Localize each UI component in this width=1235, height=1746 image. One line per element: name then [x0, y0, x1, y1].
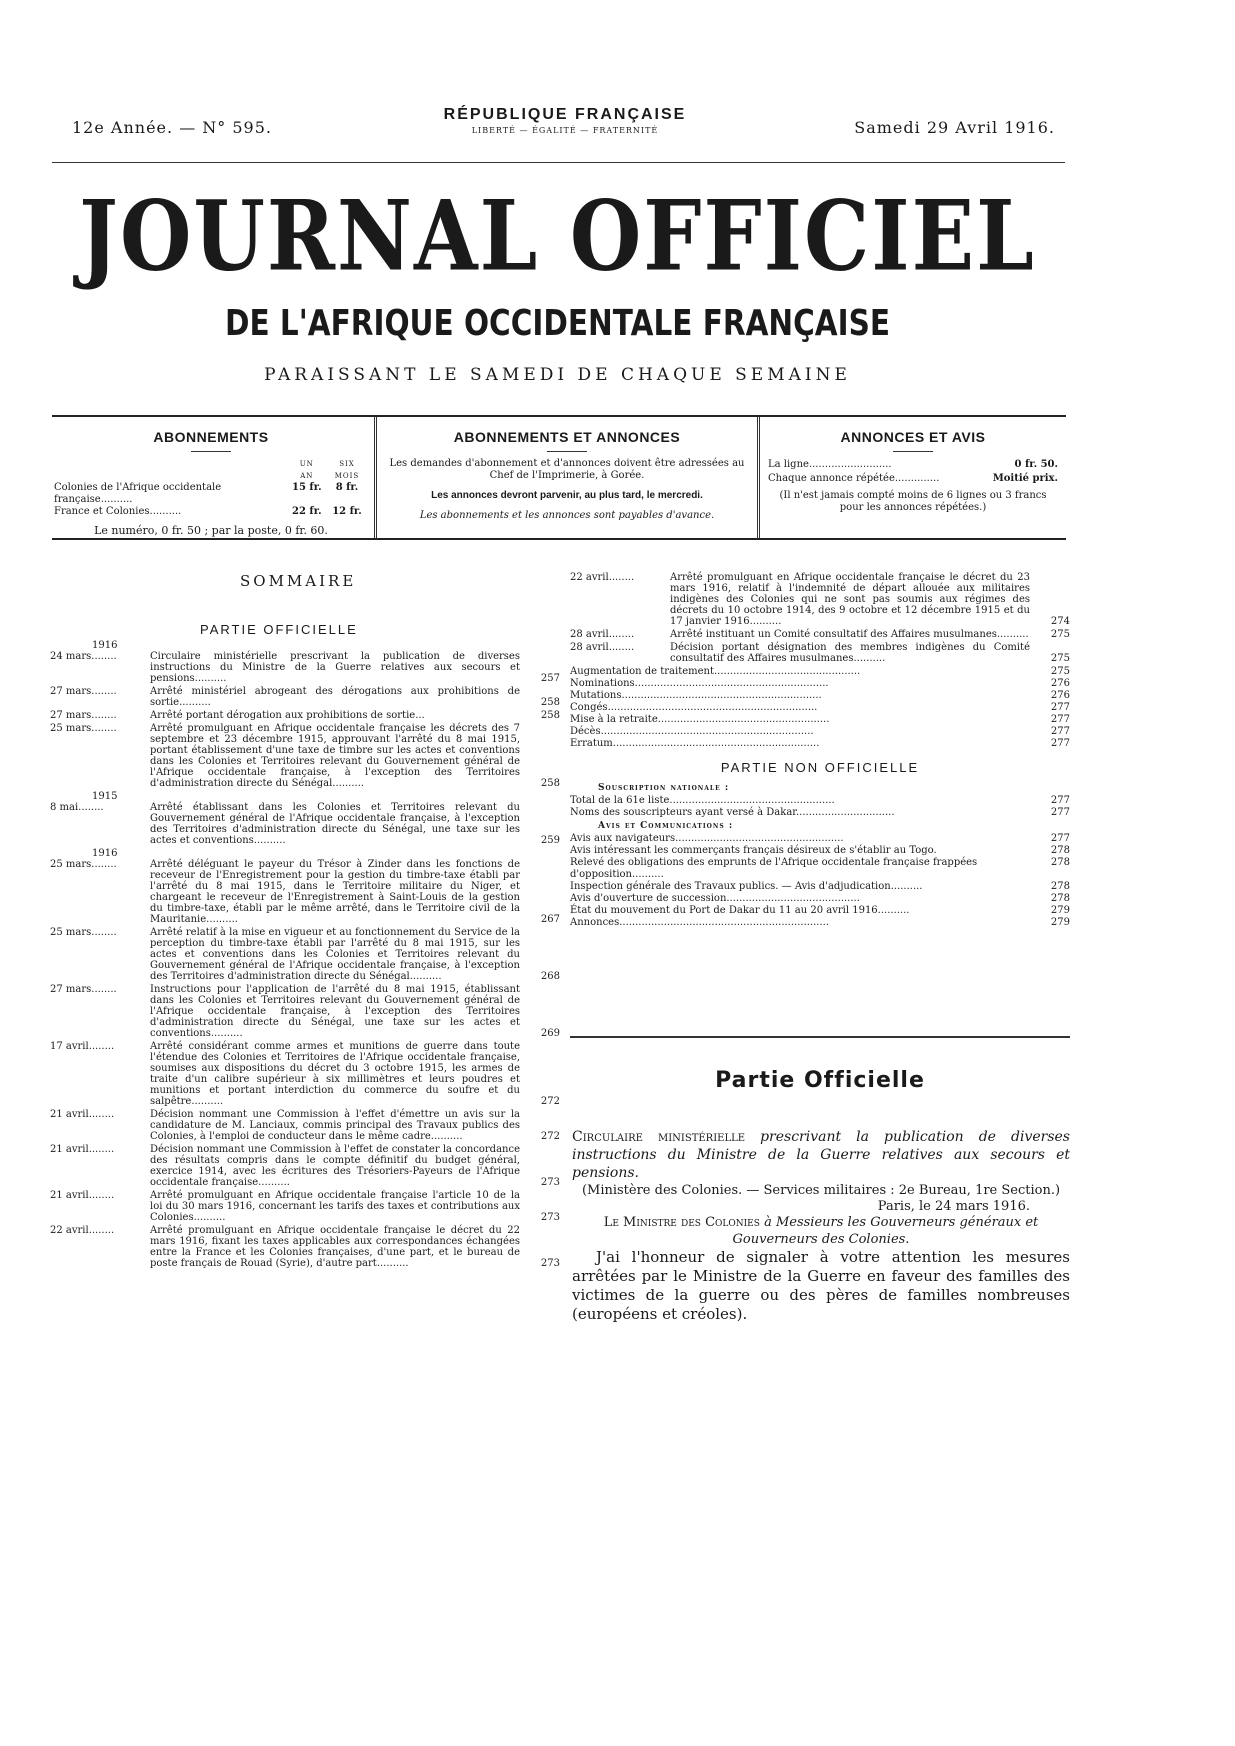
- toc-entry: [570, 857, 1070, 881]
- toc-page: 259: [540, 835, 560, 846]
- toc-text: Arrêté déléguant le payeur du Trésor à Zinder dans les fonctions de receveur de l'Enregistrement pour la gestion du timbre-taxe établi par l'arrêté du 8 mai 1915, dans le Territoire militaire du Niger, et chargeant le receveur de l'Enregistrement à Saint-Louis de la gestion du timbre-taxe, établi par le même arrêté, dans le Territoire civil de la Mauritanie..........: [150, 859, 520, 925]
- toc-date: 25 mars........: [50, 723, 117, 734]
- toc-text: Arrêté établissant dans les Colonies et Territoires relevant du Gouvernement général de l'Afrique occidentale française, à l'exception des Territoires d'administration directe du Sénégal, une taxe sur les actes et conventions..........: [150, 802, 520, 846]
- subscription-box: [52, 415, 1066, 540]
- toc-entry: [50, 1190, 560, 1223]
- toc-page: 279: [1050, 905, 1070, 916]
- toc-page: 273: [540, 1258, 560, 1269]
- toc-page: 258: [540, 778, 560, 789]
- toc-entry: [570, 795, 1070, 807]
- toc-entry: [50, 651, 560, 684]
- toc-entry: [50, 859, 560, 925]
- masthead: JOURNAL OFFICIEL: [79, 179, 1036, 294]
- toc-entry: [50, 927, 560, 982]
- toc-text: Relevé des obligations des emprunts de l'Afrique occidentale française frappées d'opposition..........: [570, 857, 978, 880]
- toc-left-column: [50, 640, 560, 1271]
- issue-number: 12e Année. — N° 595.: [72, 118, 272, 137]
- address-note: Les demandes d'abonnement et d'annonces doivent être adressées au Chef de l'Imprimerie, à Gorée.: [389, 458, 745, 481]
- price-label: Chaque annonce répétée..............: [768, 473, 940, 484]
- toc-entry: [570, 905, 1070, 917]
- toc-date: 24 mars........: [50, 651, 117, 662]
- partie-officielle-heading: PARTIE OFFICIELLE: [200, 622, 358, 637]
- toc-entry: [50, 1144, 560, 1188]
- toc-entry: [570, 714, 1070, 726]
- toc-right-entries: [570, 572, 1070, 664]
- toc-entry: [50, 1109, 560, 1142]
- souscription-heading: Souscription nationale :: [598, 783, 730, 793]
- toc-text: Arrêté portant dérogation aux prohibitions de sortie...: [150, 710, 425, 721]
- toc-page: 278: [1050, 893, 1070, 904]
- payment-note: Les abonnements et les annonces sont payables d'avance.: [419, 510, 715, 521]
- souscription-list: [570, 795, 1070, 819]
- avis-list: [570, 833, 1070, 929]
- table-row: [52, 506, 370, 518]
- price-mois: 8 fr.: [335, 482, 359, 493]
- dateline: Paris, le 24 mars 1916.: [877, 1199, 1030, 1214]
- toc-page: 267: [540, 914, 560, 925]
- row-label: France et Colonies..........: [54, 506, 182, 517]
- circular-title: [572, 1128, 1070, 1182]
- toc-text: Noms des souscripteurs ayant versé à Dakar...............................: [570, 807, 895, 818]
- masthead-subtitle: DE L'AFRIQUE OCCIDENTALE FRANÇAISE: [224, 303, 891, 344]
- toc-text: Congés..................................................................: [570, 702, 818, 713]
- toc-text: Avis d'ouverture de succession..........................................: [570, 893, 860, 904]
- toc-date: 28 avril........: [570, 642, 635, 653]
- toc-text: Arrêté promulguant en Afrique occidentale française les décrets des 7 septembre et 23 décembre 1915, approuvant l'arrêté du 8 mai 1915, portant établissement d'une taxe de timbre sur les actes et conventions dans les Colonies et Territoires relevant du Gouvernement général de l'Afrique occidentale française, à l'exception des Territoires d'administration directe du Sénégal..........: [150, 723, 520, 789]
- toc-entry: [50, 802, 560, 846]
- price-value: 0 fr. 50.: [1014, 459, 1058, 470]
- abonnements-column: [52, 417, 370, 538]
- toc-text: Arrêté considérant comme armes et munitions de guerre dans toute l'étendue des Colonies et Territoires de l'Afrique occidentale française, soumises aux dispositions du décret du 3 octobre 1915, les armes de traite d'un calibre supérieur à six millimètres et leurs poudres et munitions et portant interdiction du commerce du soufre et du salpêtre..........: [150, 1041, 520, 1107]
- devise: LIBERTÉ — ÉGALITÉ — FRATERNITÉ: [471, 126, 659, 135]
- toc-text: Décision nommant une Commission à l'effet d'émettre un avis sur la candidature de M. Lanciaux, commis principal des Travaux publics des Colonies, à l'emploi de conducteur dans le même cadre..........: [150, 1109, 520, 1142]
- toc-page: 272: [540, 1096, 560, 1107]
- partie-officielle-title: Partie Officielle: [715, 1068, 925, 1093]
- toc-text: Décès...................................................................: [570, 726, 814, 737]
- header-rule: [52, 162, 1065, 163]
- toc-entry: [570, 893, 1070, 905]
- toc-page: 277: [1050, 714, 1070, 725]
- toc-text: Mise à la retraite......................................................: [570, 714, 830, 725]
- toc-entry: [570, 702, 1070, 714]
- toc-entry: [50, 984, 560, 1039]
- circular-body: J'ai l'honneur de signaler à votre attention les mesures arrêtées par le Ministre de la Guerre en faveur des familles des victimes de la guerre ou des pères de familles nombreuses (européens et créoles).: [572, 1248, 1070, 1323]
- toc-entry: [570, 572, 1070, 627]
- toc-page: 272: [540, 1131, 560, 1142]
- toc-entry: [50, 1041, 560, 1107]
- price-an: 22 fr.: [292, 506, 322, 517]
- price-an: 15 fr.: [292, 482, 322, 493]
- price-row: [760, 458, 1066, 472]
- annonces-avis-column: [760, 417, 1066, 538]
- toc-text: Arrêté promulguant en Afrique occidentale française le décret du 22 mars 1916, fixant les taxes applicables aux correspondances échangées entre la France et les Colonies françaises, d'une part, et le bureau de poste français de Rouad (Syrie), d'autre part..........: [150, 1225, 520, 1269]
- toc-text: Avis intéressant les commerçants français désireux de s'établir au Togo.: [570, 845, 937, 856]
- toc-date: 25 mars........: [50, 927, 117, 938]
- toc-date: 21 avril........: [50, 1109, 115, 1120]
- price-row: [760, 472, 1066, 486]
- toc-entry: [570, 881, 1070, 893]
- toc-page: 277: [1050, 738, 1070, 749]
- toc-page: 278: [1050, 881, 1070, 892]
- circular-block: [572, 1128, 1070, 1324]
- price-mois: 12 fr.: [332, 506, 362, 517]
- toc-page: 273: [540, 1212, 560, 1223]
- col-header-an: UN AN: [299, 460, 314, 480]
- toc-entry: [570, 629, 1070, 640]
- toc-page: 275: [1050, 666, 1070, 677]
- toc-text: Décision nommant une Commission à l'effet de constater la concordance des résultats compris dans le compte définitif du budget général, exercice 1914, avec les écritures des Trésoriers-Payeurs de l'Afrique occidentale française..........: [150, 1144, 520, 1188]
- toc-entry: [570, 917, 1070, 929]
- toc-entry: [50, 1225, 560, 1269]
- toc-text: Instructions pour l'application de l'arrêté du 8 mai 1915, établissant dans les Colonies et Territoires relevant du Gouvernement général de l'Afrique occidentale française, à l'exception des Territoires d'administration directe du Sénégal, une taxe sur les actes et conventions..........: [150, 984, 520, 1039]
- sommaire-title: SOMMAIRE: [240, 572, 357, 590]
- toc-right-simple: [570, 666, 1070, 750]
- toc-entry: [570, 833, 1070, 845]
- toc-entry: [50, 723, 560, 789]
- toc-page: 277: [1050, 807, 1070, 818]
- toc-text: Arrêté relatif à la mise en vigueur et au fonctionnement du Service de la perception du timbre-taxe établi par l'arrêté du 8 mai 1915, sur les actes et conventions dans les Colonies et Territoires relevant du Gouvernement général de l'Afrique occidentale française, à l'exception des Territoires d'administration directe du Sénégal..........: [150, 927, 520, 982]
- annonces-avis-title: ANNONCES ET AVIS: [840, 429, 986, 445]
- circular-lead: Circulaire ministérielle: [572, 1129, 746, 1145]
- toc-text: Total de la 61e liste....................................................: [570, 795, 835, 806]
- toc-date: 27 mars........: [50, 984, 117, 995]
- toc-text: Augmentation de traitement..............................................: [570, 666, 861, 677]
- toc-right-column: [570, 572, 1070, 929]
- toc-entry: [570, 666, 1070, 678]
- toc-text: Annonces..................................................................: [570, 917, 830, 928]
- row-label: Colonies de l'Afrique occidentale française..........: [54, 482, 222, 505]
- issue-date: Samedi 29 Avril 1916.: [854, 118, 1055, 137]
- toc-page: 268: [540, 971, 560, 982]
- toc-date: 21 avril........: [50, 1190, 115, 1201]
- toc-page: 275: [1050, 653, 1070, 664]
- toc-page: 276: [1050, 678, 1070, 689]
- toc-date: 21 avril........: [50, 1144, 115, 1155]
- toc-page: 279: [1050, 917, 1070, 928]
- table-row: [52, 482, 370, 506]
- abonnements-annonces-column: [374, 417, 760, 538]
- toc-year: 1915: [92, 791, 118, 802]
- toc-text: Mutations...............................................................: [570, 690, 822, 701]
- toc-date: 27 mars........: [50, 710, 117, 721]
- toc-entry: [570, 690, 1070, 702]
- price-label: La ligne..........................: [768, 459, 892, 470]
- toc-entry: [570, 726, 1070, 738]
- addressee-lead: Le Ministre des Colonies: [603, 1215, 760, 1230]
- toc-text: Erratum.................................................................: [570, 738, 820, 749]
- toc-text: Nominations.............................................................: [570, 678, 829, 689]
- toc-page: 277: [1050, 833, 1070, 844]
- partie-non-officielle-heading: PARTIE NON OFFICIELLE: [720, 760, 920, 775]
- abonnements-annonces-title: ABONNEMENTS ET ANNONCES: [453, 429, 681, 445]
- annonces-note: (Il n'est jamais compté moins de 6 lignes ou 3 francs pour les annonces répétées.): [779, 490, 1047, 513]
- toc-date: 25 mars........: [50, 859, 117, 870]
- toc-page: 278: [1050, 845, 1070, 856]
- toc-date: 22 avril........: [50, 1225, 115, 1236]
- toc-page: 277: [1050, 795, 1070, 806]
- abonnements-table: [52, 458, 370, 518]
- toc-entry: [570, 738, 1070, 750]
- price-value: Moitié prix.: [992, 473, 1058, 484]
- toc-text: Arrêté promulguant en Afrique occidentale française le décret du 23 mars 1916, relatif à l'indemnité de départ allouée aux militaires indigènes des Colonies qui ne sont pas soumis aux régimes des décrets du 10 octobre 1914, des 9 octobre et 12 décembre 1915 et du 17 janvier 1916..........: [670, 572, 1030, 627]
- toc-date: 27 mars........: [50, 686, 117, 697]
- toc-year: 1916: [92, 848, 118, 859]
- toc-date: 17 avril........: [50, 1041, 115, 1052]
- toc-year: 1916: [92, 640, 118, 651]
- toc-page: 277: [1050, 702, 1070, 713]
- circular-subject: prescrivant la publication de diverses instructions du Ministre de la Guerre relatives aux secours et pensions.: [572, 1129, 1070, 1181]
- toc-entry: [50, 686, 560, 708]
- divider: [547, 451, 587, 452]
- divider: [893, 451, 933, 452]
- toc-page: 276: [1050, 690, 1070, 701]
- toc-date: 22 avril........: [570, 572, 635, 583]
- toc-page: 277: [1050, 726, 1070, 737]
- toc-text: Avis aux navigateurs.....................................................: [570, 833, 844, 844]
- toc-entry: [570, 845, 1070, 857]
- toc-entry: [570, 807, 1070, 819]
- toc-text: Inspection générale des Travaux publics. — Avis d'adjudication..........: [570, 881, 923, 892]
- toc-entry: [570, 642, 1070, 664]
- divider: [191, 451, 231, 452]
- parution-line: PARAISSANT LE SAMEDI DE CHAQUE SEMAINE: [264, 365, 851, 385]
- toc-text: Arrêté ministériel abrogeant des dérogations aux prohibitions de sortie..........: [150, 686, 520, 708]
- republic-header: [400, 106, 730, 135]
- toc-page: 258: [540, 710, 560, 721]
- section-rule: [570, 1036, 1070, 1038]
- toc-page: 257: [540, 673, 560, 684]
- toc-text: Circulaire ministérielle prescrivant la publication de diverses instructions du Ministre de la Guerre relatives aux secours et pensions..........: [150, 651, 520, 684]
- addressee-line: [572, 1214, 1070, 1248]
- toc-text: Arrêté instituant un Comité consultatif des Affaires musulmanes..........: [670, 629, 1029, 640]
- toc-date: 28 avril........: [570, 629, 635, 640]
- toc-page: 275: [1050, 629, 1070, 640]
- toc-entry: [50, 710, 560, 721]
- ministry-line: (Ministère des Colonies. — Services militaires : 2e Bureau, 1re Section.): [581, 1183, 1061, 1198]
- deadline-note: Les annonces devront parvenir, au plus tard, le mercredi.: [431, 490, 703, 501]
- republic-title: RÉPUBLIQUE FRANÇAISE: [443, 106, 687, 123]
- toc-page: 273: [540, 1177, 560, 1188]
- addressee-recipients: à Messieurs les Gouverneurs généraux et Gouverneurs des Colonies.: [732, 1215, 1039, 1247]
- col-header-mois: SIX MOIS: [334, 460, 360, 480]
- toc-page: 274: [1050, 616, 1070, 627]
- toc-text: Arrêté promulguant en Afrique occidentale française l'article 10 de la loi du 30 mars 1916, concernant les tarifs des taxes et contributions aux Colonies..........: [150, 1190, 520, 1223]
- toc-page: 269: [540, 1028, 560, 1039]
- toc-entry: [570, 678, 1070, 690]
- avis-heading: Avis et Communications :: [598, 821, 734, 831]
- toc-date: 8 mai........: [50, 802, 104, 813]
- abonnements-title: ABONNEMENTS: [153, 429, 269, 445]
- toc-text: Décision portant désignation des membres indigènes du Comité consultatif des Affaires musulmanes..........: [670, 642, 1030, 664]
- toc-text: État du mouvement du Port de Dakar du 11 au 20 avril 1916..........: [570, 905, 910, 916]
- toc-page: 278: [1050, 857, 1070, 868]
- toc-page: 258: [540, 697, 560, 708]
- numero-price: Le numéro, 0 fr. 50 ; par la poste, 0 fr. 60.: [94, 524, 328, 537]
